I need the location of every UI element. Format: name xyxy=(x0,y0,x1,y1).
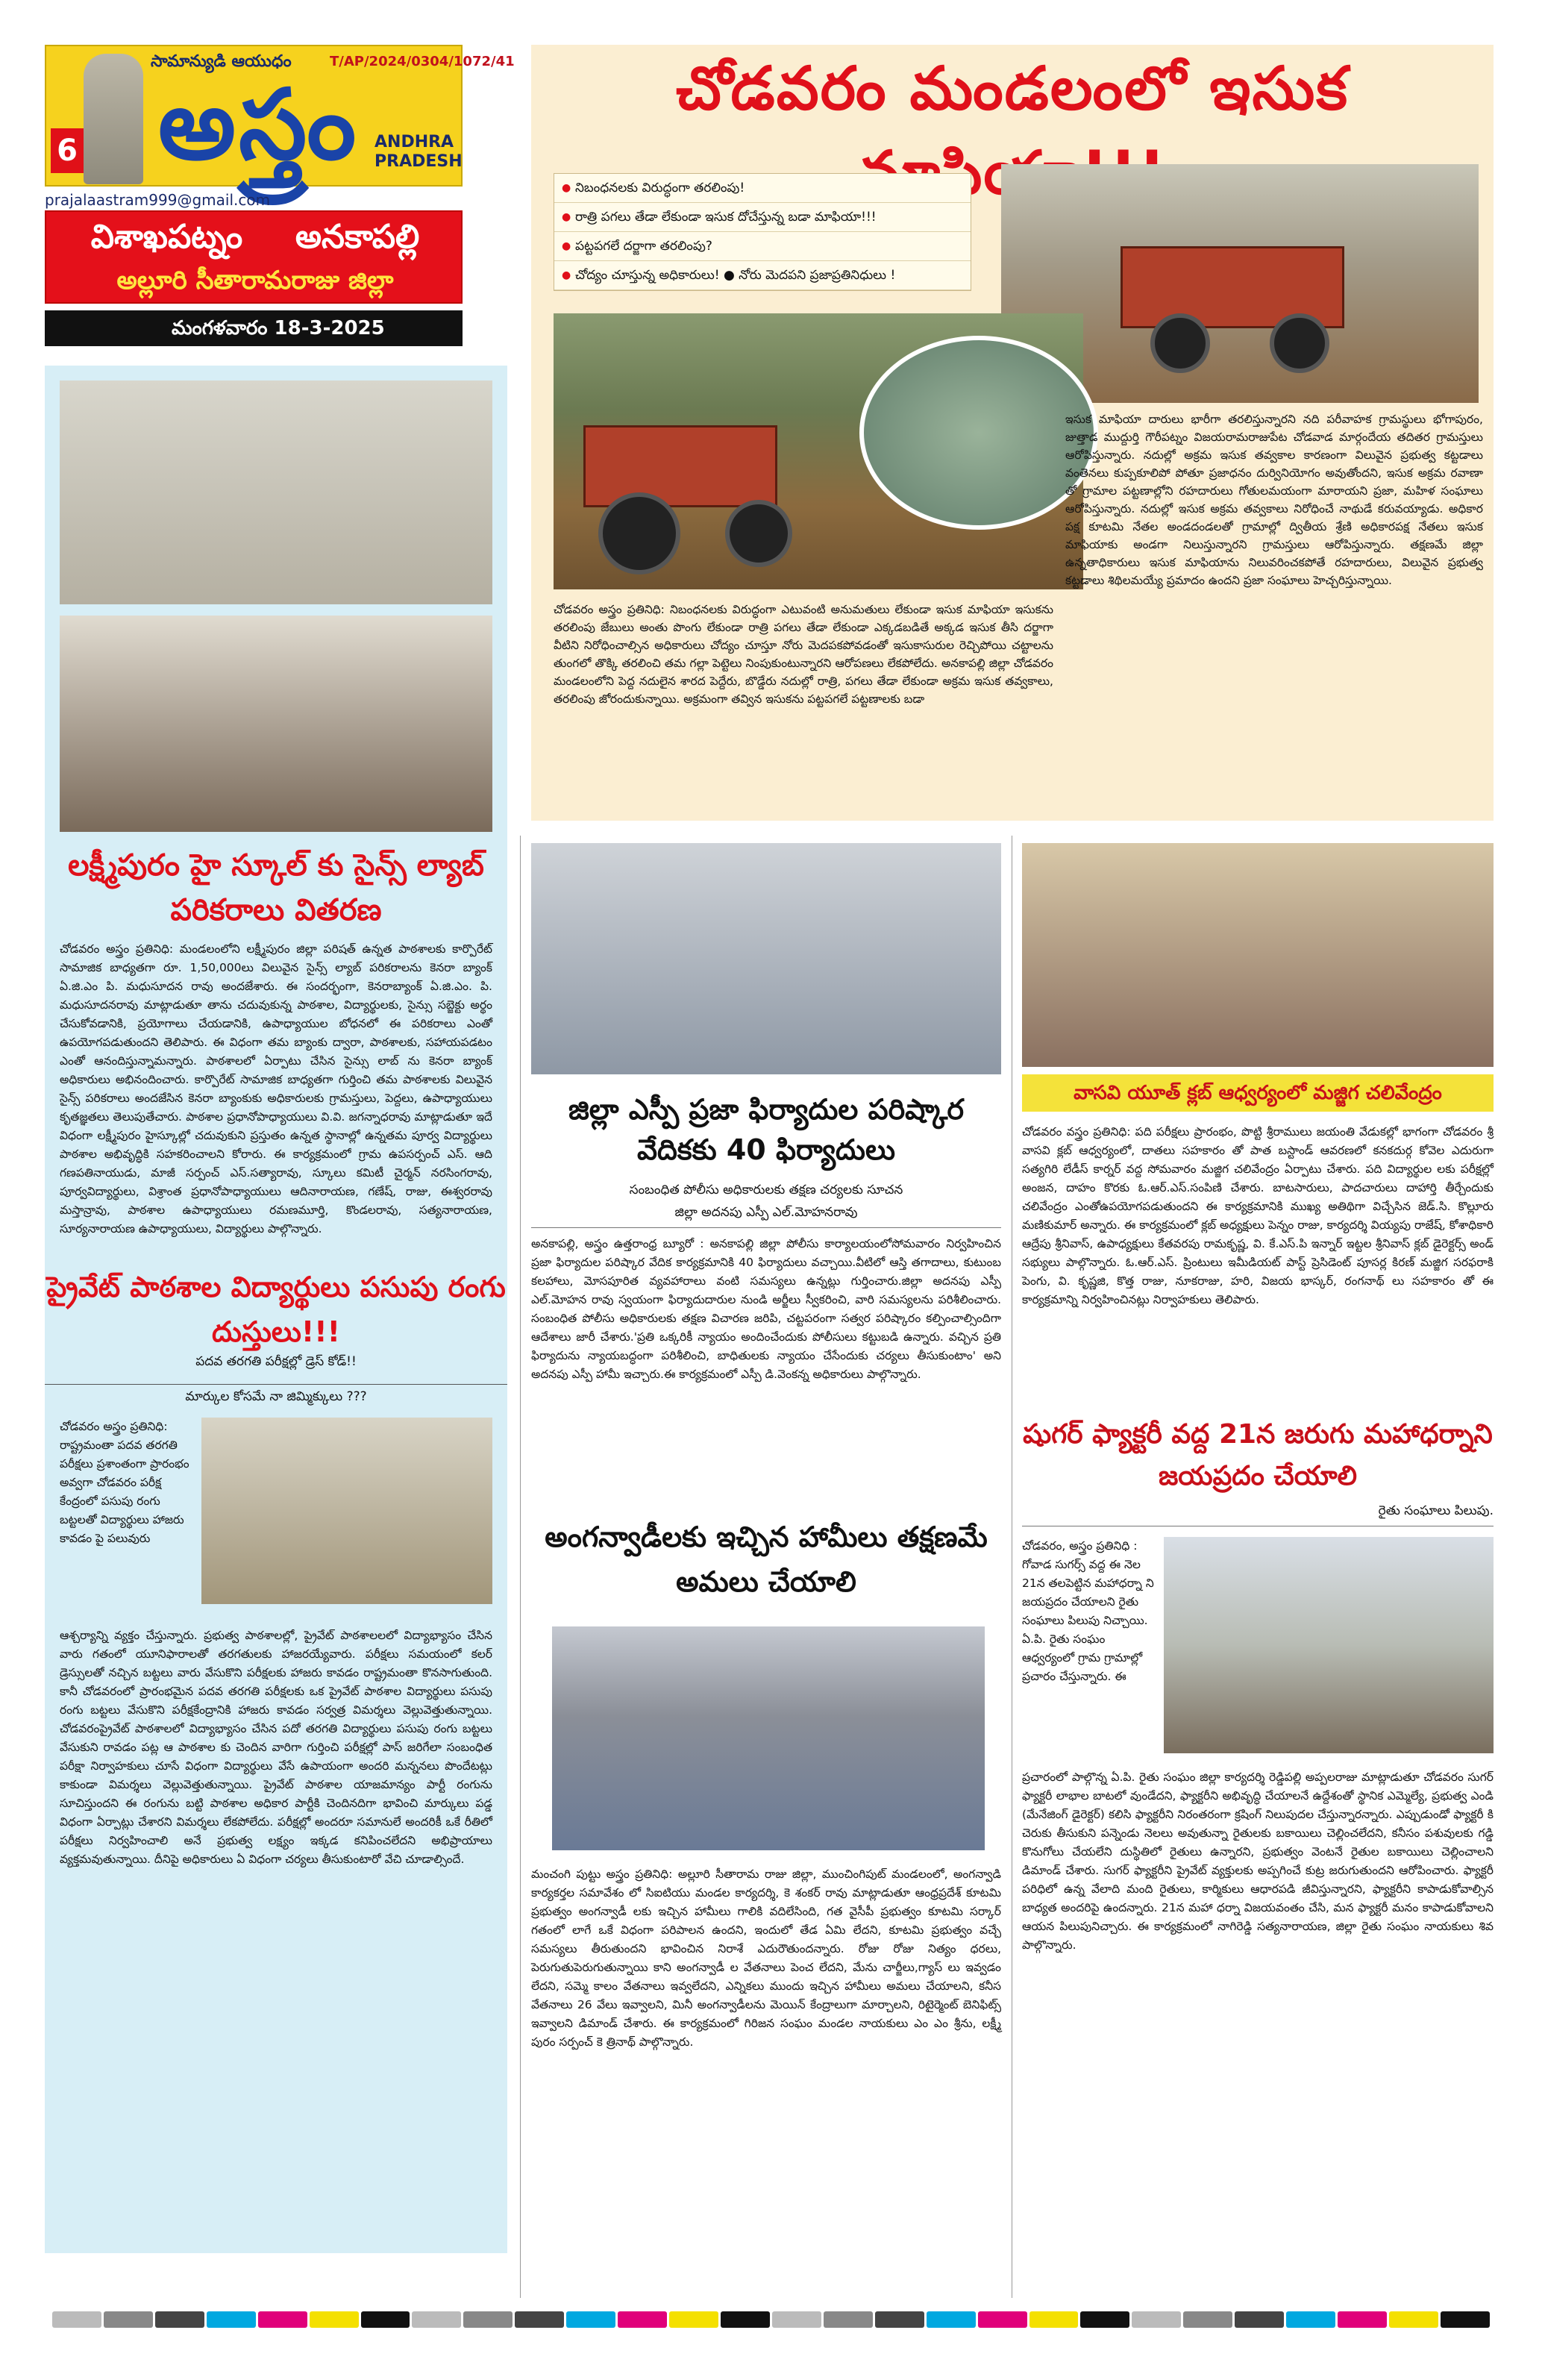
color-swatch xyxy=(1183,2311,1232,2328)
sp-grievance-photo xyxy=(531,843,1001,1074)
color-swatch xyxy=(618,2311,667,2328)
color-swatch xyxy=(978,2311,1027,2328)
district-names xyxy=(46,218,464,264)
left-column xyxy=(45,366,507,2253)
color-swatch xyxy=(463,2311,513,2328)
color-swatch xyxy=(361,2311,410,2328)
masthead xyxy=(45,45,515,351)
lead-bullet: ● చోద్యం చూస్తున్న అధికారులు! ● నోరు మెదపని ప్రజాప్రతినిధులు ! xyxy=(554,261,971,290)
color-swatch xyxy=(566,2311,615,2328)
students-yellow-dress-photo xyxy=(201,1418,492,1604)
farmers-campaign-photo xyxy=(1164,1537,1494,1753)
color-swatch xyxy=(721,2311,770,2328)
lab-headline: లక్ష్మీపురం హై స్కూల్ కు సైన్స్ ల్యాబ్ పరికరాలు వితరణ xyxy=(68,848,484,927)
print-color-bar xyxy=(52,2311,1492,2328)
color-swatch xyxy=(104,2311,153,2328)
anganwadi-headline: అంగన్వాడీలకు ఇచ్చిన హామీలు తక్షణమే అమలు చేయాలి xyxy=(545,1521,988,1598)
lead-bullet: ● నిబంధనలకు విరుద్ధంగా తరలింపు! xyxy=(554,174,971,203)
page-number: 6 xyxy=(51,128,84,173)
ribbon-cutting-photo xyxy=(60,616,492,832)
color-swatch xyxy=(1286,2311,1335,2328)
vasavi-body: చోడవరం వస్త్రం ప్రతినిధి: పది పరీక్షలు ప్రారంభం, పొట్టి శ్రీరాములు జయంతి వేడుకల్లో భాగంగా చోడవరం శ్రీ వాసవి క్లబ్ ఆధ్వర్యంలో, దాతలు సహకారం తో పాత బస్టాండ్ ఆవరణలో కనకదుర్గ కోవెల ఎదురుగా సత్యగిరి లేడీస్ కార్నర్ వద్ద సోమవారం మజ్జిగ చలివేంద్రం ఏర్పాటు చేశారు. పది విద్యార్థుల లకు పరీక్షల్లో అంజన, దాహం కొరకు ఓ.ఆర్.ఎస్.సంపిణి చేశారు. బాటసారులు, పాదచారులు దాహార్తి తీర్చేందుకు చలివేంద్రం ఎంతోఉపయోగపడుతుందని ఈ కార్యక్రమానికి ముఖ్య అతిథిగా విచ్చేసిన జెడ్.సి. కొల్లూరు మణికుమార్ అన్నారు. ఈ కార్యక్రమంలో క్లబ్ అధ్యక్షులు పెన్నం రాజు, కార్యదర్శి వియ్యపు రాజేష్, కోశాధికారి ఆద్రేపు శ్రీనివాస్, ఉపాధ్యక్షులు కేతవరపు రామకృష్ణ, వి. కే.ఎస్.పి ఇన్నార్ ఇట్టల శ్రీనివాస్ క్లబ్ డైరెక్టర్స్ అండ్ సభ్యులు పాల్గొన్నారు. ఓ.ఆర్.ఎస్. ప్రింటులు ఇమీడియట్ పాస్ట్ ప్రెసిడెంట్ పూసర్ల కిరణ్ మజ్జిగ సరఫరాకి పెంగు, వి. కృష్ణజి, కొత్త రాజు, నూకరాజు, హరి, విజయ భాస్కర్, రంగనాథ్ లు సహకారం తో ఈ కార్యక్రమాన్ని నిర్వహించినట్లు నిర్వాహకులు తెలిపారు. xyxy=(1022,1125,1494,1306)
tractor-wheel xyxy=(598,492,680,574)
color-swatch xyxy=(927,2311,976,2328)
district-visakhapatnam: విశాఖపట్నం xyxy=(90,218,243,256)
anganwadi-body: మంచంగి పుట్టు అస్త్రం ప్రతినిధి: అల్లూరి సీతారామ రాజు జిల్లా, ముంచింగిపుట్ మండలంలో, అంగన్వాడి కార్యకర్తల సమావేశం లో సిఐటియు మండల కార్యదర్శి, కె శంకర్ రావు మాట్లాడుతూ ఆంధ్రప్రదేశ్ కూటమి ప్రభుత్వం అంగన్వాడీ లకు ఇచ్చిన హామీలు గాలికి వదిలేసింది, గత వైసీపీ ప్రభుత్వం కూటమి సర్కార్ గతంలో లాగే ఒకే విధంగా పరిపాలన ఉందని, ఇందులో తేడ ఏమి లేదని, కూటమి ప్రభుత్వం వచ్చే సమస్యలు తీరుతుందని భావించిన నిరాశే ఎదురౌతుందన్నారు. రోజు రోజు నిత్యం ధరలు, పెరుగుతుపెరుగుతున్నాయి కాని అంగన్వాడీ ల వేతనాలు పెంచ లేదని, మేను చార్జీలు,గ్యాస్ లు ఇవ్వడం లేదని, సమ్మె కాలం వేతనాలు ఇవ్వలేదని, ఎన్నికలు ముందు ఇచ్చిన హామీలు అమలు చేయాలని, కనీస వేతనాలు 26 వేలు ఇవ్వాలని, మినీ అంగన్వాడీలను మెయిన్ కేంద్రాలుగా మార్చాలని, రిటైర్మెంట్ బెనిఫిట్స్ ఇవ్వాలని డిమాండ్ చేశారు. ఈ కార్యక్రమంలో గిరిజన సంఘం మండల నాయకులు ఎం ఎం శ్రీను, లక్ష్మీ పురం సర్పంచ్ కె త్రినాథ్ పాల్గొన్నారు. xyxy=(531,1867,1001,2049)
district-anakapalli: అనకాపల్లి xyxy=(295,218,420,256)
tractor-shape xyxy=(583,425,777,507)
color-swatch xyxy=(207,2311,256,2328)
logo-box xyxy=(45,45,515,187)
lead-bullet: ● రాత్రి పగలు తేడా లేకుండా ఇసుక దోచేస్తున్న బడా మాఫియా!!! xyxy=(554,203,971,232)
private-school-kicker: మార్కుల కోసమే నా జిమ్మిక్కులు ??? xyxy=(45,1384,507,1407)
sp-body: అనకాపల్లి, అస్త్రం ఉత్తరాంధ్ర బ్యూరో : అనకాపల్లి జిల్లా పోలీసు కార్యాలయంలోసోమవారం నిర్వహించిన ప్రజా ఫిర్యాదుల పరిష్కార వేదిక కార్యక్రమానికి 40 ఫిర్యాదులు వచ్చాయి.వీటిలో ఆస్తి తగాదాలు, కుటుంబ కలహాలు, మోసపూరిత వ్యవహారాలు వంటి సమస్యలు ఉన్నట్లు గుర్తించారు.జిల్లా అదనపు ఎస్పీ ఎల్.మోహన రావు స్వయంగా ఫిర్యాదుదారుల నుండి అర్జీలు స్వీకరించి, వారి సమస్యలను పరిశీలించారు. సంబంధిత పోలీసు అధికారులకు తక్షణ విచారణ జరిపి, చట్టపరంగా సత్వర పరిష్కారం కల్పించాల్సిందిగా ఆదేశాలు జారీ చేశారు.'ప్రతి ఒక్కరికీ న్యాయం అందించేందుకు పోలీసులు కట్టుబడి ఉన్నారు. వచ్చిన ప్రతి ఫిర్యాదును న్యాయబద్ధంగా పరిశీలించి, బాధితులకు న్యాయం చేసేందుకు చర్యలు తీసుకుంటాం' అని అదనపు ఎస్పీ హామీ ఇచ్చారు.ఈ కార్యక్రమంలో ఎస్పీ డి.వెంకన్న అధికారులు పాల్గొన్నారు. xyxy=(531,1237,1001,1381)
buddha-statue-image xyxy=(84,54,143,184)
lead-body-left: చోడవరం అస్త్రం ప్రతినిధి: నిబంధనలకు విరుద్ధంగా ఎటువంటి అనుమతులు లేకుండా ఇసుక మాఫియా ఇసుకను తరలింపు జేబులు అంతు పొంగు లేకుండా రాత్రి పగలు తేడా లేకుండా ఎక్కడబడితే అక్కడ ఇసుక తీసి దర్జాగా వీటిని నిరోధించాల్సిన అధికారులు చోద్యం చూస్తూ నోరు మెదపకపోవడంతో ఇసుకాసురుల రెచ్చిపోయి చట్టాలను తుంగలో తొక్కి తరలించి తమ గల్లా పెట్టెలు నింపుకుంటున్నారని ఆరోపణలు లేకపోలేదు. అనకాపల్లి జిల్లా చోడవరం మండలంలోని పెద్ద నదులైన శారద పెద్దేరు, బొడ్డేరు నదుల్లో రాత్రి, పగలు తేడా లేకుండా అక్రమ ఇసుక తవ్వకాలు, తరలింపు జోరందుకున్నాయి. అక్రమంగా తవ్విన ఇసుకను పట్టపగలే పట్టణాలకు బడా xyxy=(554,603,1053,706)
newspaper-title: అస్త్రం xyxy=(158,67,360,181)
color-swatch xyxy=(1235,2311,1284,2328)
color-swatch xyxy=(1441,2311,1490,2328)
color-swatch xyxy=(155,2311,204,2328)
color-swatch xyxy=(1029,2311,1079,2328)
sugar-factory-headline: షుగర్ ఫ్యాక్టరీ వద్ద 21న జరుగు మహాధర్నాని జయప్రదం చేయాలి xyxy=(1023,1419,1493,1491)
lab-body: చోడవరం అస్త్రం ప్రతినిధి: మండలంలోని లక్ష్మీపురం జిల్లా పరిషత్ ఉన్నత పాఠశాలకు కార్పొరేట్ సామాజిక బాధ్యతగా రూ. 1,50,000లు విలువైన సైన్స్ ల్యాబ్ పరికరాలను కెనరా బ్యాంక్ ఏ.జి.ఎం పి. మధుసూదన రావు అందజేశారు. ఈ సందర్భంగా, కెనరాబ్యాంక్ ఏ.జి.ఎం. పి. మధుసూదనరావు మాట్లాడుతూ తాను చదువుకున్న పాఠశాల, విద్యార్థులకు, సైన్సు సబ్జెక్టు అర్థం చేసుకోవడానికి, ప్రయోగాలు చేయడానికి, ఉపాధ్యాయుల బోధనలో ఈ పరికరాలు ఎంతో ఉపయోగపడుతుందని తెలిపారు. ఈ విధంగా తమ బ్యాంకు ద్వారా, పాఠశాలకు, సహాయపడటం ఎంతో ఆనందిస్తున్నామన్నారు. పాఠశాలలో ఏర్పాటు చేసిన సైన్సు లాబ్ ను కెనరా బ్యాంక్ అధికారులు అభినందించారు. కార్పొరేట్ సామాజిక బాధ్యతగా గుర్తించి తమ పాఠశాలకు విలువైన సైన్స్ పరికరాలు అందజేసిన కెనరా బ్యాంకుకు అధికారులకు గ్రామస్తులు, పెద్దలు, ఉపాధ్యాయులు కృతజ్ఞతలు తెలుపుతేచారు. పాఠశాల ప్రధానోపాధ్యాయులు వి.వి. జగన్నాధరావు మాట్లాడుతూ ఇదే విధంగా లక్ష్మీపురం హైస్కూల్లో చదువుకుని ప్రస్తుతం ఉన్నత స్థానాల్లో ఉన్నతమ పూర్వ విద్యార్థులు పాఠశాల అభివృద్ధికి సహకరించాలని కోరారు. ఈ కార్యక్రమంలో గ్రామ ఉపసర్పంచ్ ఎస్. ఆది గణపతినాయుడు, మాజీ సర్పంచ్ ఎస్.సత్యారావు, స్కూలు కమిటీ చైర్మన్ నరసింగరావు, పూర్వవిద్యార్థులు, విశ్రాంత ప్రధానోపాధ్యాయులు ఆదినారాయణ, గణేష్, రాజు, ఈశ్వరరావు మస్తాన్రావు, పాఠశాల ఉపాధ్యాయులు రమణమూర్తి, కొండలరావు, సత్యనారాయణ, సూర్యనారాయణ ఉపాధ్యాయులు, విద్యార్థులు పాల్గొన్నారు. xyxy=(60,942,492,1236)
tractor-wheel xyxy=(725,500,792,567)
color-swatch xyxy=(412,2311,461,2328)
color-swatch xyxy=(875,2311,924,2328)
private-school-deck: పదవ తరగతి పరీక్షల్లో డ్రెస్ కోడ్!! xyxy=(195,1354,357,1369)
sp-deck-officer: జిల్లా అదనపు ఎస్పీ ఎల్.మోహనరావు xyxy=(531,1205,1001,1228)
color-swatch xyxy=(772,2311,821,2328)
lead-body-right: ఇసుక మాఫియా దారులు భారీగా తరలిస్తున్నారని నది పరీవాహక గ్రామస్థులు భోగాపురం, జుత్తాడ ముద్దుర్తి గౌరీపట్నం విజయరామరాజుపేట చోడవాడ మార్గందేయ తదితర గ్రామస్తులు ఆరోపిస్తున్నారు. నదుల్లో అక్రమ ఇసుక తవ్వకాల కారణంగా విలువైన ప్రభుత్వ కట్టడాలు వంతెనలు కుప్పకూలిపో పోతూ ప్రజాధనం దుర్వినియోగం అవుతోందని, ఇసుక అక్రమ రవాణా తో గ్రామాల పట్టణాల్లోని రహదారులు గోతులమయంగా మారాయని ప్రజా, మహిళ సంఘాలు ఆరోపిస్తున్నారు. నదుల్లో ఇసుక అక్రమ తవ్వకాలు నిరోధించే నాథుడే కరువయ్యాడు. అధికార పక్ష కూటమి నేతల అండదండలతో గ్రామాల్లో ద్వితీయ శ్రేణి అధికారపక్ష నేతలు ఇసుక మాఫియాకు అండగా నిలుస్తున్నారని గ్రామస్తులు ఆరోపిస్తున్నారు. తక్షణమే జిల్లా ఉన్నతాధికారులు ఇసుక మాఫియాను నిలువరించకపోతే రహదారులు, విలువైన ప్రభుత్వ కట్టడాలు శిథిలమయ్యే ప్రమాదం ఉందని ప్రజా సంఘాలు హెచ్చరిస్తున్నాయి. xyxy=(1065,413,1483,587)
contact-email[interactable]: prajalaastram999@gmail.com xyxy=(45,191,271,209)
anganwadi-meeting-photo xyxy=(552,1626,985,1850)
lead-bullet: ● పట్టపగలే దర్జాగా తరలింపు? xyxy=(554,232,971,261)
tractor-wheel xyxy=(1150,313,1210,373)
vasavi-headline: వాసవి యూత్ క్లబ్ ఆధ్వర్యంలో మజ్జిగ చలివేంద్రం xyxy=(1022,1074,1494,1112)
color-swatch xyxy=(1132,2311,1181,2328)
masthead-tagline: సామాన్యుడి ఆయుధం xyxy=(151,52,292,71)
sugar-factory-deck: రైతు సంఘాలు పిలుపు. xyxy=(1022,1503,1494,1526)
registration-number: T/AP/2024/0304/1072/41 xyxy=(330,54,515,69)
district-banner xyxy=(45,210,463,304)
column-divider xyxy=(520,836,521,2298)
color-swatch xyxy=(1080,2311,1129,2328)
sp-headline: జిల్లా ఎస్పీ ప్రజా ఫిర్యాదుల పరిష్కార వేదికకు 40 ఫిర్యాదులు xyxy=(568,1093,965,1166)
sp-deck: సంబంధిత పోలీసు అధికారులకు తక్షణ చర్యలకు సూచన xyxy=(629,1183,903,1197)
issue-date: మంగళవారం 18-3-2025 xyxy=(45,310,463,346)
color-swatch xyxy=(824,2311,873,2328)
state-label: ANDHRA PRADESH xyxy=(374,133,463,171)
lead-bullet-box xyxy=(554,173,971,291)
sugar-factory-body-top: చోడవరం, అస్త్రం ప్రతినిధి : గోవాడ సుగర్స్ వద్ద ఈ నెల 21న తలపెట్టిన మహాధర్నా ని జయప్రదం చేయాలని రైతు సంఘాలు పిలుపు నిచ్చాయి. ఏ.పి. రైతు సంఘం ఆధ్వర్యంలో గ్రామ గ్రామాల్లో ప్రచారం చేస్తున్నారు. ఈ xyxy=(1022,1539,1154,1683)
color-swatch xyxy=(310,2311,359,2328)
color-swatch xyxy=(258,2311,307,2328)
private-school-body: ఆశ్చర్యాన్ని వ్యక్తం చేస్తున్నారు. ప్రభుత్వ పాఠశాలల్లో, ప్రైవేట్ పాఠశాలలలో విద్యాభ్యాసం చేసిన వారు గతంలో యూనిఫారాలతో తరగతులకు హాజరయ్యేవారు. పరీక్షలు సమయంలో కలర్ డ్రెస్సులతో నచ్చిన బట్టలు వారు వేసుకొని పరీక్షలకు హాజరు కావడం రాష్ట్రమంతా కొనసాగుతుంది. కానీ చోడవరంలో ప్రారంభమైన పదవ తరగతి పరీక్షలకు ఒక ప్రైవేట్ పాఠశాల విద్యార్థులు పసుపు రంగు బట్టలు వేసుకొని పరీక్షకేంద్రానికి హాజరు కావడం సర్వత్ర విమర్శలు వెల్లువెత్తుతున్నాయి. చోడవరంప్రైవేట్ పాఠశాలలో విద్యాభ్యాసం చేసిన పదో తరగతి విద్యార్థులు పసుపు రంగు బట్టలు వేసుకుని రావడం పట్ల ఆ పాఠశాల కు చెందిన వారిగా గుర్తించి పరీక్షల్లో పాస్ జరిగేలా సంబంధిత పరీక్షా నిర్వాహకులు చూసే విధంగా విద్యార్థులు వేసే ఉపాయంగా అందరి మన్ననలు పొందేటట్లు కాకుండా విమర్శలు వెల్లువెత్తుతున్నాయి. ప్రైవేట్ పాఠశాల యాజమాన్యం పార్టీ రంగును సూచిస్తుందని ఈ రంగును బట్టి పాఠశాల అధికార పార్టీకి చెందినదిగా భావించి మార్కులు పడ్డ విధంగా ఏర్పాట్లు చేశారని విమర్శలు లేకపోలేదు. పరీక్షల్లో అందరూ సమానులే అందరికీ ఒకే రీతిలో పరీక్షలు నిర్వహించాలి అనే ప్రభుత్వ లక్ష్యం ఇక్కడ కనిపించలేదని అభిప్రాయాలు వ్యక్తమవుతున్నాయి. దీనిపై అధికారులు ఏ విధంగా చర్యలు తీసుకుంటారో వేచి చూడాల్సిందే. xyxy=(60,1629,492,1866)
lab-inauguration-photo xyxy=(60,381,492,604)
sugar-factory-body: ప్రచారంలో పాల్గొన్న ఏ.పి. రైతు సంఘం జిల్లా కార్యదర్శి రెడ్డిపల్లి అప్పలరాజు మాట్లాడుతూ చోడవరం సుగర్ ఫ్యాక్టరీ లాభాల బాటలో వుండేదని, ఫ్యాక్టరీని అభివృద్ధి చేయాలనే ఉద్దేశంతో స్థానిక ఎమ్మెల్యే, ప్రభుత్వ ఎండి (మేనేజింగ్ డైరెక్టర్) కలిసి ఫ్యాక్టరీని నిరంతరంగా క్రషింగ్ నిలుపుదల చేస్తున్నారన్నారు. ఎప్పుడుండో ఫ్యాక్టరీ కి చెరుకు తీసుకుని పన్నెండు నెలలు అవుతున్నా రైతులకు బకాయిలు చెల్లించలేదని, కనీసం పశువులకు గడ్డి కొనుగోలు చేయలేని దుస్థితిలో రైతులు ఉన్నారని, ప్రభుత్వం వెంటనే రైతుల బకాయిలు చెల్లించాలని డిమాండ్ చేశారు. సుగర్ ఫ్యాక్టరీని ప్రైవేట్ వ్యక్తులకు అప్పగించే కుట్ర జరుగుతుందని ఆరోపించారు. ఫ్యాక్టరీ పరిధిలో ఉన్న వేలాది మంది రైతులు, కార్మికులు ఆధారపడి జీవిస్తున్నారని, ఫ్యాక్టరీని కాపాడుకోవాల్సిన బాధ్యత అందరిపై ఉందన్నారు. 21న మహా ధర్నా విజయవంతం చేసి, మన ఫ్యాక్టరీ మనం కాపాడుకోవాలని ఆయన పిలుపునిచ్చారు. ఈ కార్యక్రమంలో నాగిరెడ్డి సత్యనారాయణ, జిల్లా రైతు సంఘం నాయకులు శివ పాల్గొన్నారు. xyxy=(1022,1770,1494,1952)
private-school-headline: ప్రైవేట్ పాఠశాల విద్యార్థులు పసుపు రంగు దుస్తులు!!! xyxy=(46,1271,506,1348)
river-boat-photo xyxy=(859,336,1098,530)
tractor-wheel xyxy=(1270,313,1329,373)
private-school-body-top: చోడవరం అస్త్రం ప్రతినిధి: రాష్ట్రమంతా పదవ తరగతి పరీక్షలు ప్రశాంతంగా ప్రారంభం అవ్వగా చోడవరం పరీక్ష కేంద్రంలో పసుపు రంగు బట్టలతో విద్యార్థులు హాజరు కావడం పై పలువురు xyxy=(60,1420,189,1545)
lead-headline: చోడవరం మండలంలో ఇసుక xyxy=(675,54,1350,123)
color-swatch xyxy=(515,2311,564,2328)
vasavi-club-photo xyxy=(1022,843,1494,1067)
color-swatch xyxy=(1338,2311,1387,2328)
color-swatch xyxy=(52,2311,101,2328)
color-swatch xyxy=(669,2311,718,2328)
color-swatch xyxy=(1389,2311,1438,2328)
district-alluri: అల్లూరి సీతారామరాజు జిల్లా xyxy=(116,266,394,295)
lead-story xyxy=(531,45,1494,821)
